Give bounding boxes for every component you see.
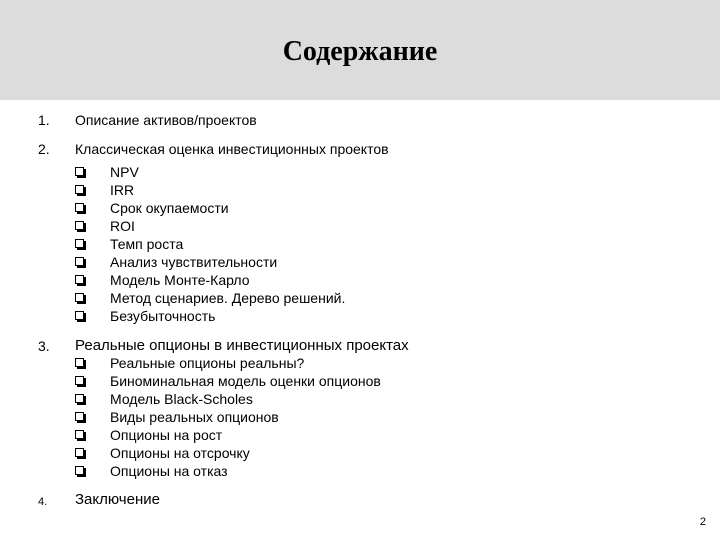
section-2-number: 2. xyxy=(38,141,50,157)
title-bar xyxy=(0,0,720,100)
page-number: 2 xyxy=(699,516,706,528)
list-item-label: Срок окупаемости xyxy=(110,200,229,216)
checkbox-square-icon xyxy=(75,203,84,212)
list-item-label: ROI xyxy=(110,218,135,234)
checkbox-square-icon xyxy=(75,376,84,385)
list-item-label: Безубыточность xyxy=(110,308,216,324)
section-1-number: 1. xyxy=(38,112,50,128)
list-item-label: Опционы на отказ xyxy=(110,463,228,479)
checkbox-square-icon xyxy=(75,293,84,302)
checkbox-square-icon xyxy=(75,185,84,194)
section-3-title: Реальные опционы в инвестиционных проектах xyxy=(75,337,409,354)
list-item-label: NPV xyxy=(110,164,139,180)
checkbox-square-icon xyxy=(75,358,84,367)
list-item-label: Метод сценариев. Дерево решений. xyxy=(110,290,346,306)
checkbox-square-icon xyxy=(75,239,84,248)
list-item-label: Темп роста xyxy=(110,236,184,252)
checkbox-square-icon xyxy=(75,221,84,230)
list-item-label: Модель Монте-Карло xyxy=(110,272,250,288)
checkbox-square-icon xyxy=(75,466,84,475)
list-item-label: IRR xyxy=(110,182,135,198)
list-item-label: Анализ чувствительности xyxy=(110,254,278,270)
list-item-label: Виды реальных опционов xyxy=(110,409,279,425)
section-2-title: Классическая оценка инвестиционных проектов xyxy=(75,141,389,157)
checkbox-square-icon xyxy=(75,275,84,284)
section-3-number: 3. xyxy=(38,338,50,354)
checkbox-square-icon xyxy=(75,311,84,320)
checkbox-square-icon xyxy=(75,257,84,266)
list-item-label: Биноминальная модель оценки опционов xyxy=(110,373,381,389)
list-item-label: Опционы на рост xyxy=(110,427,223,443)
section-1-title: Описание активов/проектов xyxy=(75,112,257,128)
list-item-label: Реальные опционы реальны? xyxy=(110,355,305,371)
checkbox-square-icon xyxy=(75,412,84,421)
slide-title: Содержание xyxy=(282,36,438,67)
checkbox-square-icon xyxy=(75,394,84,403)
list-item-label: Опционы на отсрочку xyxy=(110,445,250,461)
list-item-label: Модель Black-Scholes xyxy=(110,391,253,407)
checkbox-square-icon xyxy=(75,430,84,439)
section-4-title: Заключение xyxy=(75,491,160,508)
checkbox-square-icon xyxy=(75,448,84,457)
section-4-number: 4. xyxy=(38,496,48,508)
checkbox-square-icon xyxy=(75,167,84,176)
